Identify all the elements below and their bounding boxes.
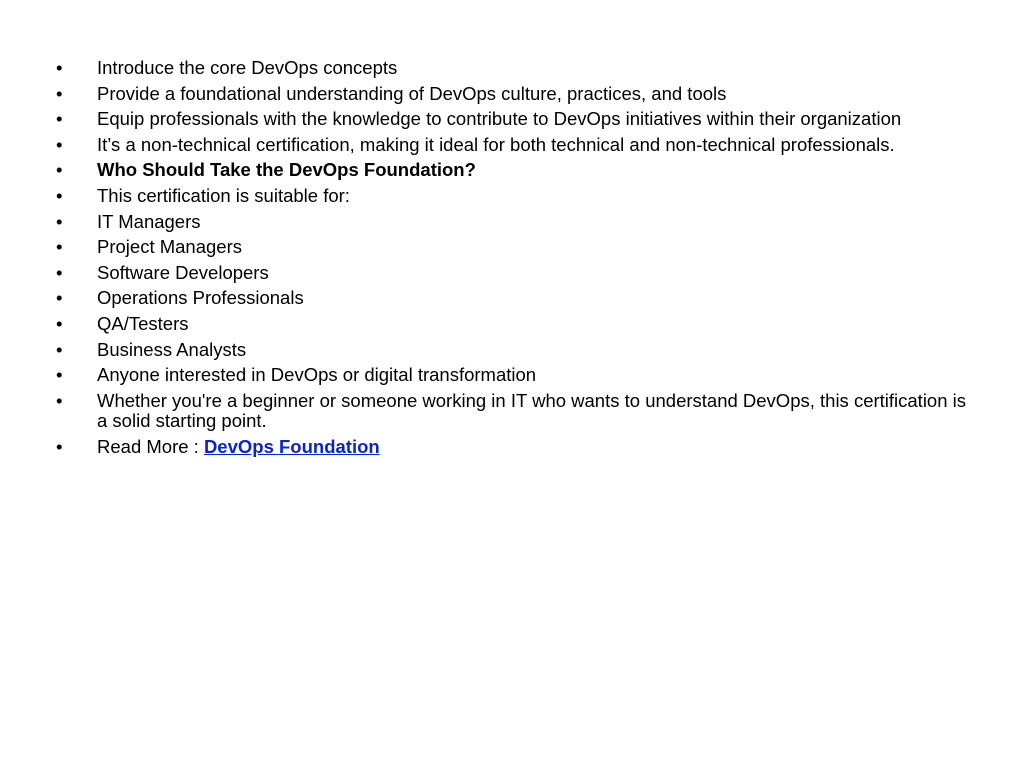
bullet-icon: •: [56, 184, 63, 206]
section-heading-item: [56, 160, 976, 181]
list-item: [56, 263, 976, 284]
bullet-icon: •: [56, 287, 63, 309]
list-item-text: Business Analysts: [97, 338, 247, 360]
list-item: [56, 186, 976, 207]
list-item: [56, 391, 976, 432]
bullet-icon: •: [56, 133, 63, 155]
list-item: [56, 84, 976, 105]
list-item-text: IT Managers: [97, 210, 201, 232]
list-item-text: Software Developers: [97, 261, 269, 283]
list-item-text: Operations Professionals: [97, 287, 304, 309]
bullet-icon: •: [56, 236, 63, 258]
bullet-icon: •: [56, 389, 63, 411]
list-item-text: Equip professionals with the knowledge to contribute to DevOps initiatives within their organization: [97, 108, 902, 130]
list-item: [56, 340, 976, 361]
bullet-icon: •: [56, 312, 63, 334]
list-item: [56, 212, 976, 233]
list-item-text: This certification is suitable for:: [97, 184, 350, 206]
list-item: [56, 288, 976, 309]
bullet-icon: •: [56, 261, 63, 283]
read-more-prefix: Read More :: [97, 435, 204, 457]
bullet-icon: •: [56, 210, 63, 232]
list-item: [56, 58, 976, 79]
list-item: [56, 135, 976, 156]
bullet-icon: •: [56, 108, 63, 130]
bullet-icon: •: [56, 435, 63, 457]
list-item: [56, 314, 976, 335]
list-item: [56, 365, 976, 386]
list-item-text: Whether you're a beginner or someone working in IT who wants to understand DevOps, this certification is a solid starting point.: [97, 389, 967, 432]
bullet-icon: •: [56, 159, 63, 181]
list-item-text: Project Managers: [97, 236, 242, 258]
bullet-list: [56, 58, 976, 462]
list-item: [56, 237, 976, 258]
bullet-icon: •: [56, 338, 63, 360]
section-heading: Who Should Take the DevOps Foundation?: [97, 159, 476, 181]
bullet-icon: •: [56, 364, 63, 386]
list-item-text: Anyone interested in DevOps or digital transformation: [97, 364, 537, 386]
list-item-text: It’s a non-technical certification, making it ideal for both technical and non-technical professionals.: [97, 133, 895, 155]
list-item-text: Provide a foundational understanding of DevOps culture, practices, and tools: [97, 82, 727, 104]
list-item-text: QA/Testers: [97, 312, 189, 334]
devops-foundation-link[interactable]: DevOps Foundation: [203, 435, 380, 457]
list-item-text: Introduce the core DevOps concepts: [97, 57, 398, 78]
read-more-item: [56, 437, 976, 458]
list-item: [56, 109, 976, 130]
bullet-icon: •: [56, 82, 63, 104]
bullet-icon: •: [56, 57, 63, 78]
